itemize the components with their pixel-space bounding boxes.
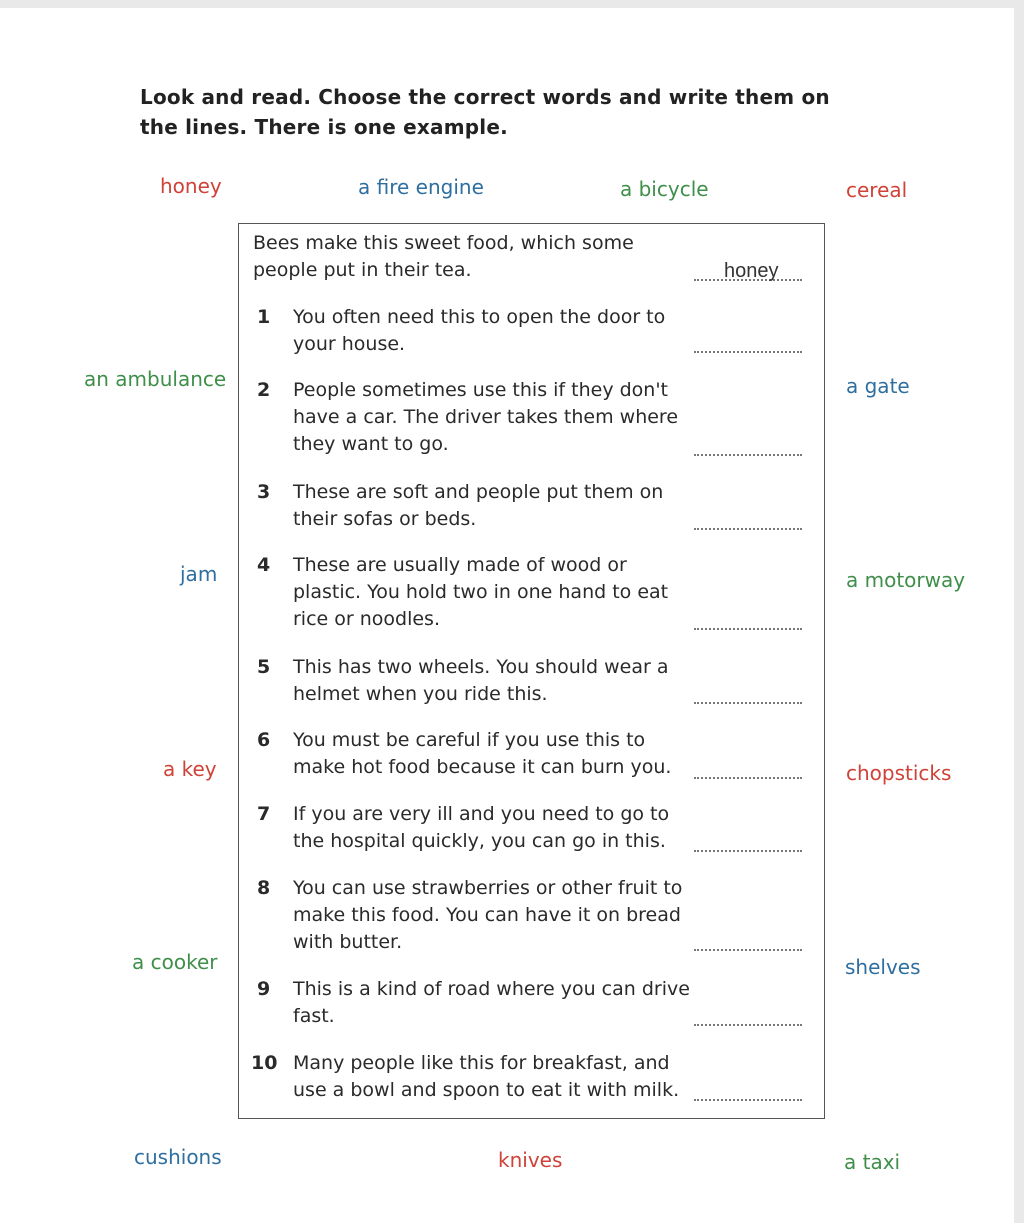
question-text: You often need this to open the door to your house.	[293, 306, 666, 355]
answer-line-1[interactable]	[694, 351, 802, 353]
answer-line-6[interactable]	[694, 777, 802, 779]
example-answer: honey	[724, 260, 779, 282]
word-fire-engine: a fire engine	[358, 175, 484, 199]
question-text: You can use strawberries or other fruit to make this food. You can have it on bread with butter.	[293, 877, 683, 953]
word-cooker: a cooker	[132, 950, 218, 974]
word-bicycle: a bicycle	[620, 177, 709, 201]
question-text: This has two wheels. You should wear a helmet when you ride this.	[293, 656, 669, 705]
word-honey: honey	[160, 174, 222, 198]
word-knives: knives	[498, 1148, 563, 1172]
question-text: People sometimes use this if they don't have a car. The driver takes them where they want to go.	[293, 379, 679, 455]
word-motorway: a motorway	[846, 568, 966, 592]
word-shelves: shelves	[845, 955, 921, 979]
question-number: 1	[257, 306, 271, 328]
answer-line-9[interactable]	[694, 1024, 802, 1026]
question-text: Many people like this for breakfast, and use a bowl and spoon to eat it with milk.	[293, 1052, 680, 1101]
question-text: These are usually made of wood or plastic. You hold two in one hand to eat rice or noodles.	[293, 554, 669, 630]
question-text: These are soft and people put them on their sofas or beds.	[293, 481, 664, 530]
answer-line-10[interactable]	[694, 1099, 802, 1101]
answer-line-8[interactable]	[694, 949, 802, 951]
question-number: 3	[257, 481, 271, 503]
question-number: 10	[251, 1052, 278, 1074]
question-number: 6	[257, 729, 271, 751]
word-cushions: cushions	[134, 1145, 222, 1169]
question-number: 2	[257, 379, 271, 401]
question-number: 7	[257, 803, 271, 825]
question-number: 9	[257, 978, 271, 1000]
word-jam: jam	[180, 562, 218, 586]
word-ambulance: an ambulance	[84, 367, 227, 391]
question-text: This is a kind of road where you can drive fast.	[293, 978, 690, 1027]
worksheet-page	[0, 8, 1014, 1223]
answer-line-5[interactable]	[694, 702, 802, 704]
word-gate: a gate	[846, 374, 910, 398]
answer-line-7[interactable]	[694, 850, 802, 852]
example-text: Bees make this sweet food, which some people put in their tea.	[253, 232, 634, 281]
question-number: 8	[257, 877, 271, 899]
word-key: a key	[163, 757, 217, 781]
word-taxi: a taxi	[844, 1150, 901, 1174]
word-chopsticks: chopsticks	[846, 761, 952, 785]
answer-line-3[interactable]	[694, 528, 802, 530]
question-number: 4	[257, 554, 271, 576]
instructions-heading: Look and read. Choose the correct words and write them on the lines. There is one example.	[140, 85, 830, 139]
answer-line-2[interactable]	[694, 454, 802, 456]
answer-line-4[interactable]	[694, 628, 802, 630]
word-cereal: cereal	[846, 178, 908, 202]
question-text: You must be careful if you use this to make hot food because it can burn you.	[293, 729, 672, 778]
question-text: If you are very ill and you need to go to the hospital quickly, you can go in this.	[293, 803, 670, 852]
question-number: 5	[257, 656, 271, 678]
